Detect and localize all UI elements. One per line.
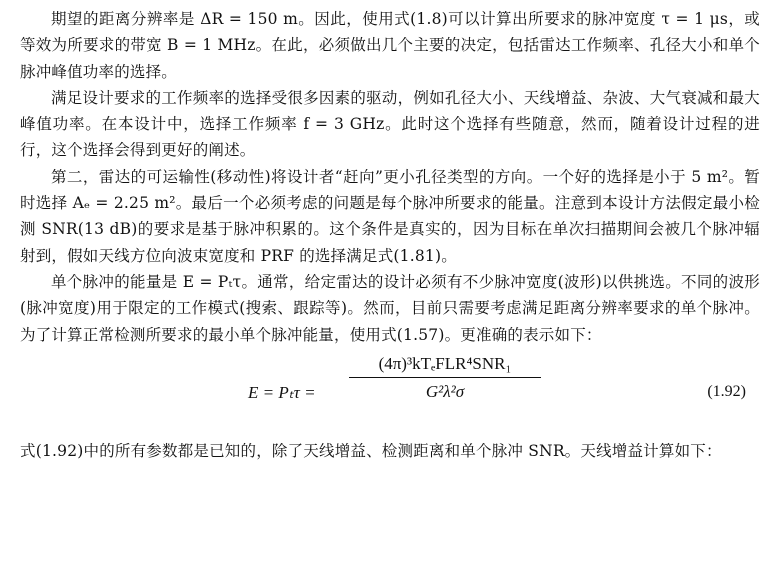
paragraph-range-resolution: 期望的距离分辨率是 ΔR = 150 m。因此，使用式(1.8)可以计算出所要求的脉冲宽度 τ = 1 μs，或等效为所要求的带宽 B = 1 MHz。在此，必须做出几个主要的决定，包括雷达工作频率、孔径大小和单个脉冲峰值功率的选择。 [20, 10, 760, 81]
equation-lhs: E = Pₜτ = [248, 382, 316, 402]
paragraph-pulse-energy: 单个脉冲的能量是 E = Pₜτ。通常，给定雷达的设计必须有不少脉冲宽度(波形)以供挑选。不同的波形(脉冲宽度)用于限定的工作模式(搜索、跟踪等)。然而，目前只需要考虑满足距离分辨率要求的单个脉冲。为了计算正常检测所要求的最小单个脉冲能量，使用式(1.57)。更准确的表示如下： [20, 272, 760, 344]
equation-1-92 [20, 352, 760, 438]
equation-numerator: (4π)³kTₑFLR⁴SNR₁ [378, 353, 512, 373]
equation-denominator: G²λ²σ [425, 381, 465, 401]
paragraph-aperture-selection: 第二，雷达的可运输性(移动性)将设计者“赶向”更小孔径类型的方向。一个好的选择是小于 5 m²。暂时选择 Aₑ = 2.25 m²。最后一个必须考虑的问题是每个脉冲所要求的能量。注意到本设计方法假定最小检测 SNR(13 dB)的要求是基于脉冲积累的。这个条件是真实的，因为目标在单次扫描期间会被几个脉冲辐射到，假如天线方位向波束宽度和 PRF 的选择满足式(1.81)。 [20, 167, 760, 265]
equation-number: (1.92) [707, 382, 746, 400]
document-page [20, 6, 760, 464]
paragraph-frequency-selection: 满足设计要求的工作频率的选择受很多因素的驱动，例如孔径大小、天线增益、杂波、大气衰减和最大峰值功率。在本设计中，选择工作频率 f = 3 GHz。此时这个选择有些随意，然而，随着设计过程的进行，这个选择会得到更好的阐述。 [20, 88, 760, 160]
paragraph-antenna-gain-intro: 式(1.92)中的所有参数都是已知的，除了天线增益、检测距离和单个脉冲 SNR。天线增益计算如下： [20, 441, 722, 460]
equation-fraction [345, 354, 545, 402]
